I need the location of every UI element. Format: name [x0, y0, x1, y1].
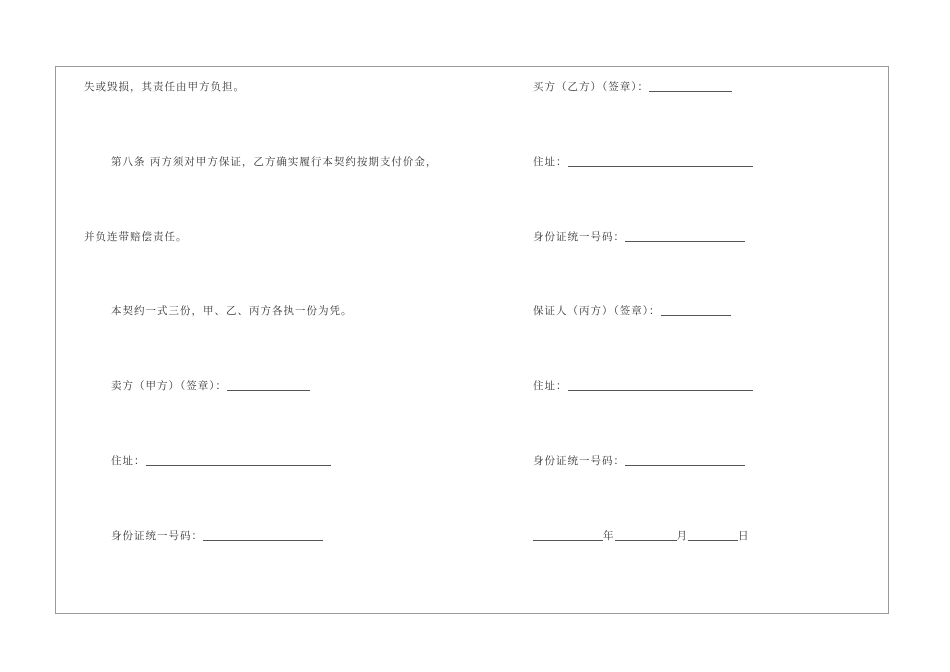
copies-clause: 本契约一式三份，甲、乙、丙方各执一份为凭。 [111, 305, 353, 317]
guarantor-id-field [533, 454, 745, 468]
clause-8-continuation: 并负连带赔偿责任。 [84, 231, 188, 243]
guarantor-id-label: 身份证统一号码： [533, 455, 625, 467]
seller-signature-blank[interactable] [227, 380, 310, 391]
buyer-address-field [533, 155, 753, 169]
date-field [533, 529, 750, 543]
buyer-id-blank[interactable] [625, 231, 745, 242]
buyer-id-field [533, 230, 745, 244]
seller-signature-label: 卖方（甲方）（签章）： [111, 380, 227, 392]
guarantor-address-label: 住址： [533, 380, 568, 392]
buyer-id-label: 身份证统一号码： [533, 231, 625, 243]
guarantor-id-blank[interactable] [625, 455, 745, 466]
buyer-signature-blank[interactable] [649, 81, 732, 92]
date-month-blank[interactable] [615, 530, 677, 541]
guarantor-address-field [533, 379, 753, 393]
buyer-address-label: 住址： [533, 156, 568, 168]
buyer-address-blank[interactable] [568, 156, 753, 167]
date-month-label: 月 [676, 530, 688, 542]
date-day-label: 日 [738, 530, 750, 542]
guarantor-signature-label: 保证人（丙方）（签章）： [533, 305, 661, 317]
clause-continuation: 失或毁损，其责任由甲方负担。 [84, 81, 245, 93]
seller-address-field [111, 454, 331, 468]
seller-id-label: 身份证统一号码： [111, 530, 203, 542]
date-year-label: 年 [603, 530, 615, 542]
seller-signature-field [111, 379, 310, 393]
date-year-blank[interactable] [533, 530, 603, 541]
clause-8: 第八条 丙方须对甲方保证，乙方确实履行本契约按期支付价金， [111, 156, 438, 168]
guarantor-signature-field [533, 304, 731, 318]
buyer-signature-field [533, 80, 732, 94]
seller-id-blank[interactable] [203, 530, 323, 541]
seller-address-blank[interactable] [146, 455, 331, 466]
date-day-blank[interactable] [688, 530, 738, 541]
guarantor-signature-blank[interactable] [661, 305, 731, 316]
seller-id-field [111, 529, 323, 543]
seller-address-label: 住址： [111, 455, 146, 467]
buyer-signature-label: 买方（乙方）（签章）： [533, 81, 649, 93]
guarantor-address-blank[interactable] [568, 380, 753, 391]
